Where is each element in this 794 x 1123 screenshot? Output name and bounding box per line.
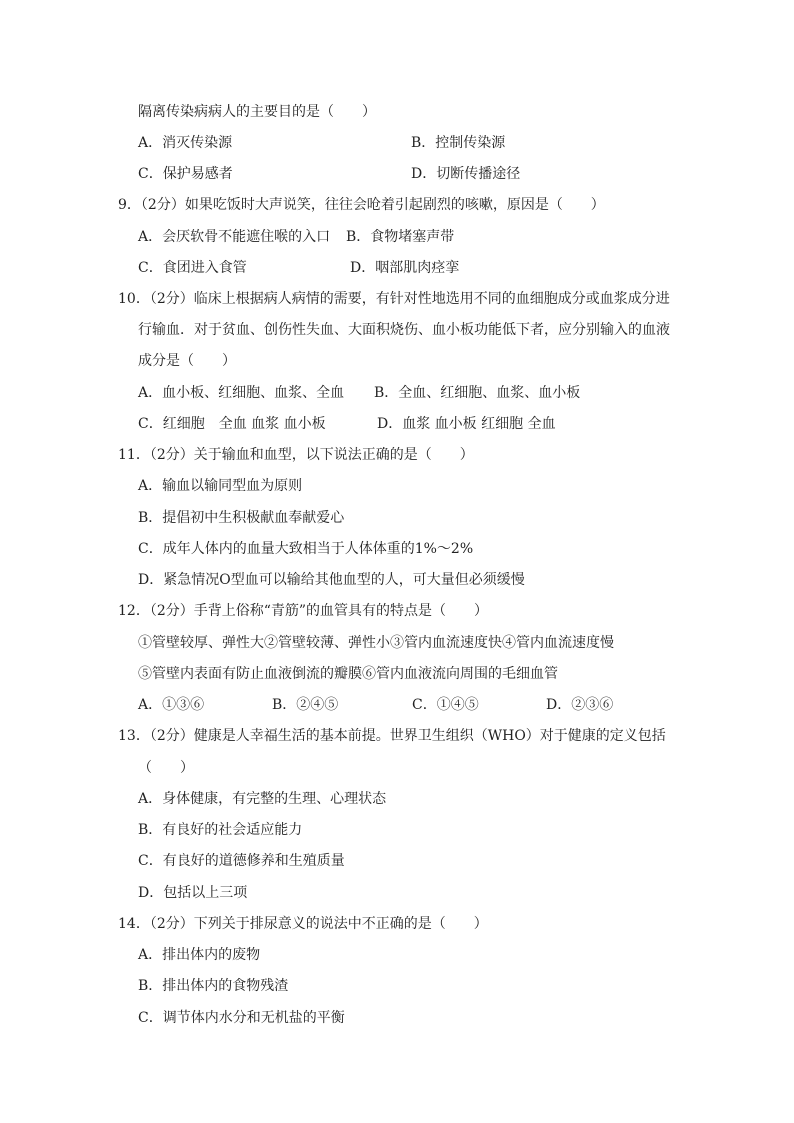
question-9-option-d: D．咽部肌肉痉挛 [350, 260, 460, 276]
question-8-option-a: A．消灭传染源 [138, 135, 233, 151]
question-11-option-a: A．输血以输同型血为原则 [138, 478, 303, 494]
question-14-option-a: A．排出体内的废物 [138, 947, 261, 963]
question-9-stem: 9．（2分）如果吃饭时大声说笑，往往会呛着引起剧烈的咳嗽，原因是（ ） [118, 197, 605, 213]
question-13-stem-line-1: 13．（2分）健康是人幸福生活的基本前提。世界卫生组织（WHO）对于健康的定义包括 [118, 728, 666, 744]
question-9-option-c: C．食团进入食管 [138, 260, 247, 276]
question-13-option-b: B．有良好的社会适应能力 [138, 822, 303, 838]
question-12-option-b: B．②④⑤ [272, 697, 339, 713]
question-13-option-c: C．有良好的道德修养和生殖质量 [138, 853, 345, 869]
question-12-option-d: D．②③⑥ [546, 697, 614, 713]
question-9-option-b: B．食物堵塞声带 [346, 229, 455, 245]
question-12-statements-line-1: ①管壁较厚、弹性大②管壁较薄、弹性小③管内血流速度快④管内血流速度慢 [138, 635, 614, 651]
question-9-option-a: A．会厌软骨不能遮住喉的入口 [138, 229, 331, 245]
question-10-stem-line-2: 行输血．对于贫血、创伤性失血、大面积烧伤、血小板功能低下者，应分别输入的血液 [138, 322, 670, 338]
question-13-option-d: D．包括以上三项 [138, 885, 248, 901]
question-11-option-b: B．提倡初中生积极献血奉献爱心 [138, 510, 345, 526]
question-12-statements-line-2: ⑤管壁内表面有防止血液倒流的瓣膜⑥管内血液流向周围的毛细血管 [138, 666, 558, 682]
question-8-option-b: B．控制传染源 [411, 135, 506, 151]
question-12-option-a: A．①③⑥ [138, 697, 205, 713]
question-8-stem: 隔离传染病病人的主要目的是（ ） [138, 104, 376, 120]
question-12-stem: 12．（2分）手背上俗称“青筋”的血管具有的特点是（ ） [118, 603, 489, 619]
question-10-option-a: A．血小板、红细胞、血浆、全血 [138, 385, 345, 401]
question-11-stem: 11．（2分）关于输血和血型，以下说法正确的是（ ） [118, 447, 474, 463]
question-11-option-c: C．成年人体内的血量大致相当于人体体重的1%～2% [138, 541, 474, 557]
question-8-option-c: C．保护易感者 [138, 166, 233, 182]
question-14-option-b: B．排出体内的食物残渣 [138, 978, 289, 994]
question-13-option-a: A．身体健康，有完整的生理、心理状态 [138, 791, 387, 807]
question-10-option-c: C．红细胞 全血 血浆 血小板 [138, 416, 326, 432]
question-10-stem-line-3: 成分是（ ） [138, 353, 236, 369]
question-10-stem-line-1: 10．（2分）临床上根据病人病情的需要，有针对性地选用不同的血细胞成分或血浆成分进 [118, 291, 670, 307]
question-14-stem: 14．（2分）下列关于排尿意义的说法中不正确的是（ ） [118, 916, 488, 932]
question-12-option-c: C．①④⑤ [412, 697, 479, 713]
question-8-option-d: D．切断传播途径 [411, 166, 521, 182]
question-14-option-c: C．调节体内水分和无机盐的平衡 [138, 1010, 345, 1026]
question-13-stem-line-2: （ ） [138, 760, 194, 776]
question-11-option-d: D．紧急情况O型血可以输给其他血型的人，可大量但必须缓慢 [138, 572, 525, 588]
question-10-option-b: B．全血、红细胞、血浆、血小板 [374, 385, 581, 401]
question-10-option-d: D．血浆 血小板 红细胞 全血 [377, 416, 556, 432]
